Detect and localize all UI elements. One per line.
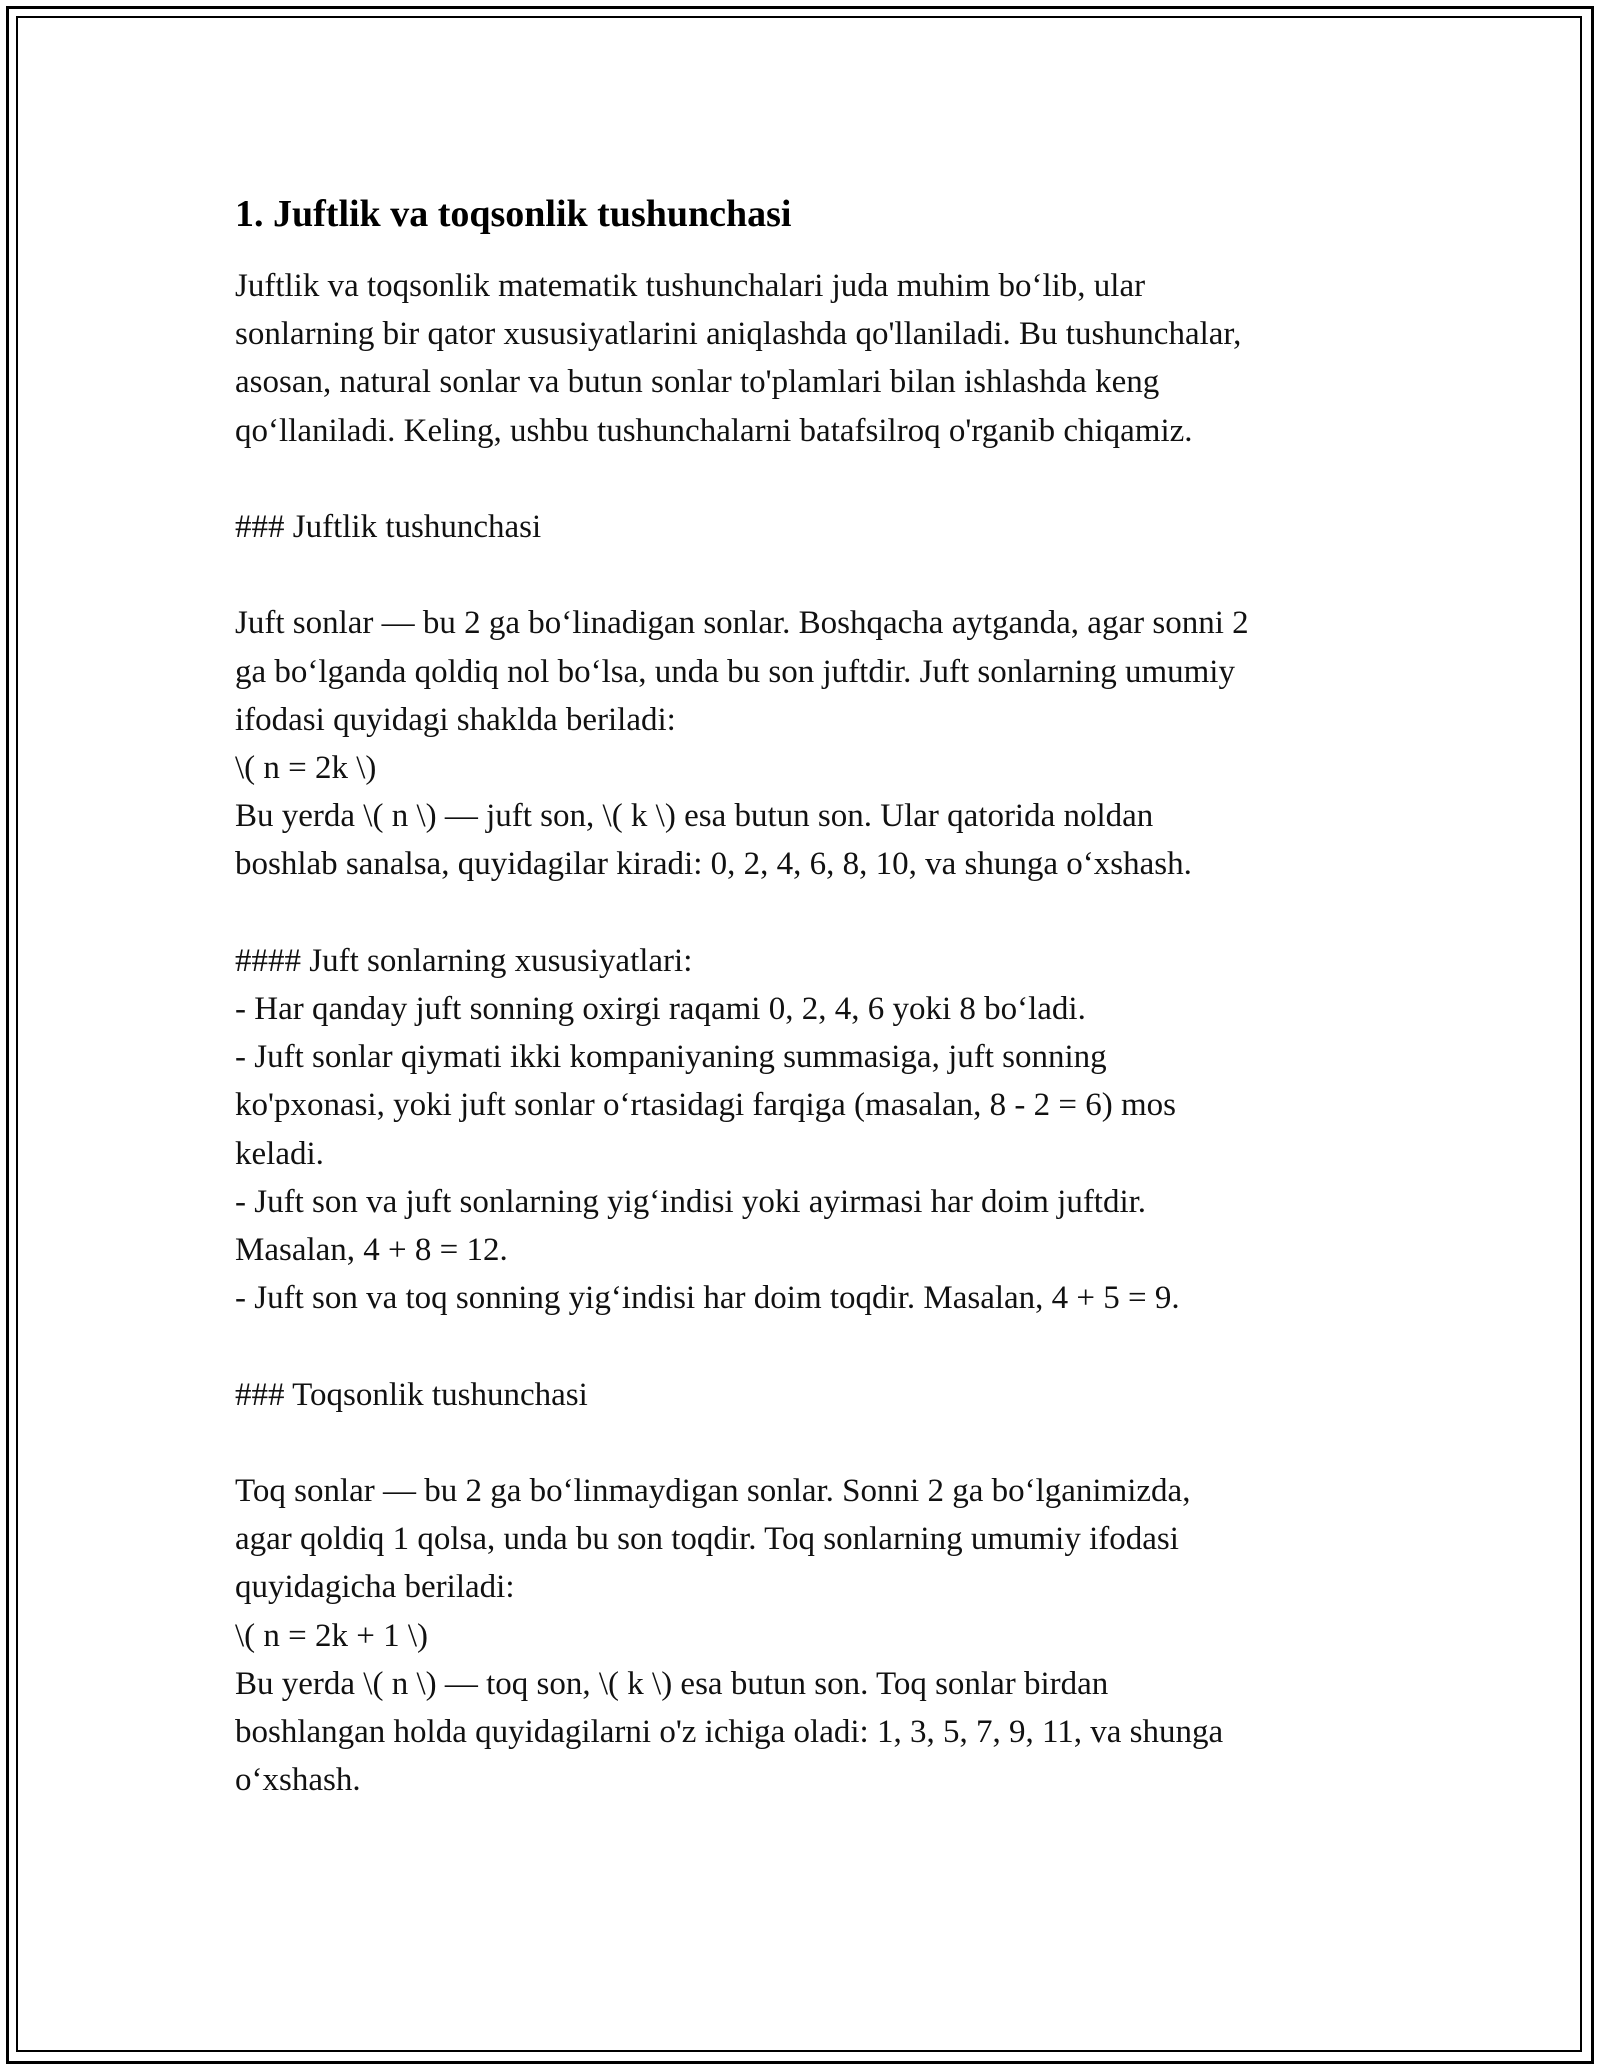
paragraph-line: keladi. bbox=[235, 1135, 324, 1172]
blank-line bbox=[235, 551, 1375, 599]
section-heading: ### Toqsonlik tushunchasi bbox=[235, 1376, 588, 1413]
list-item-line: - Juft son va juft sonlarning yig‘indisi yoki ayirmasi har doim juftdir. bbox=[235, 1183, 1147, 1220]
paragraph-line: o‘xshash. bbox=[235, 1762, 361, 1799]
paragraph-line: sonlarning bir qator xususiyatlarini aniqlashda qo'llaniladi. Bu tushunchalar, bbox=[235, 316, 1242, 353]
blank-line bbox=[235, 455, 1375, 503]
document-content bbox=[235, 186, 1375, 1804]
subsection-heading: #### Juft sonlarning xususiyatlari: bbox=[235, 942, 693, 979]
paragraph-line: ifodasi quyidagi shaklda beriladi: bbox=[235, 701, 676, 738]
paragraph-line: boshlab sanalsa, quyidagilar kiradi: 0, 2, 4, 6, 8, 10, va shunga o‘xshash. bbox=[235, 846, 1192, 883]
document-title: 1. Juftlik va toqsonlik tushunchasi bbox=[235, 193, 792, 235]
paragraph-line: Juft sonlar — bu 2 ga bo‘linadigan sonlar. Boshqacha aytganda, agar sonni 2 bbox=[235, 605, 1249, 642]
paragraph-line: Juftlik va toqsonlik matematik tushunchalari juda muhim bo‘lib, ular bbox=[235, 268, 1146, 304]
blank-line bbox=[235, 1322, 1375, 1370]
paragraph-line: asosan, natural sonlar va butun sonlar to'plamlari bilan ishlashda keng bbox=[235, 364, 1160, 401]
paragraph-line: qo‘llaniladi. Keling, ushbu tushunchalarni batafsilroq o'rganib chiqamiz. bbox=[235, 412, 1193, 449]
paragraph-line: Bu yerda \( n \) — toq son, \( k \) esa butun son. Toq sonlar birdan bbox=[235, 1665, 1109, 1702]
paragraph-line: boshlangan holda quyidagilarni o'z ichiga oladi: 1, 3, 5, 7, 9, 11, va shunga bbox=[235, 1714, 1224, 1751]
paragraph-line: ga bo‘lganda qoldiq nol bo‘lsa, unda bu son juftdir. Juft sonlarning umumiy bbox=[235, 653, 1235, 690]
formula-line: \( n = 2k + 1 \) bbox=[235, 1617, 429, 1654]
paragraph-line: Bu yerda \( n \) — juft son, \( k \) esa butun son. Ular qatorida noldan bbox=[235, 798, 1154, 835]
formula-line: \( n = 2k \) bbox=[235, 750, 377, 786]
list-item-line: - Juft sonlar qiymati ikki kompaniyaning summasiga, juft sonning bbox=[235, 1039, 1107, 1076]
blank-line bbox=[235, 1419, 1375, 1467]
paragraph-line: agar qoldiq 1 qolsa, unda bu son toqdir. Toq sonlarning umumiy ifodasi bbox=[235, 1521, 1179, 1558]
list-item-line: - Juft son va toq sonning yig‘indisi har doim toqdir. Masalan, 4 + 5 = 9. bbox=[235, 1280, 1180, 1317]
section-heading: ### Juftlik tushunchasi bbox=[235, 509, 542, 545]
paragraph-line: ko'pxonasi, yoki juft sonlar o‘rtasidagi farqiga (masalan, 8 - 2 = 6) mos bbox=[235, 1087, 1177, 1124]
list-item-line: - Har qanday juft sonning oxirgi raqami 0, 2, 4, 6 yoki 8 bo‘ladi. bbox=[235, 991, 1086, 1027]
paragraph-line: quyidagicha beriladi: bbox=[235, 1569, 515, 1606]
paragraph-line: Toq sonlar — bu 2 ga bo‘linmaydigan sonlar. Sonni 2 ga bo‘lganimizda, bbox=[235, 1473, 1191, 1509]
document-body bbox=[235, 262, 1375, 1804]
paragraph-line: Masalan, 4 + 8 = 12. bbox=[235, 1232, 508, 1269]
blank-line bbox=[235, 889, 1375, 937]
